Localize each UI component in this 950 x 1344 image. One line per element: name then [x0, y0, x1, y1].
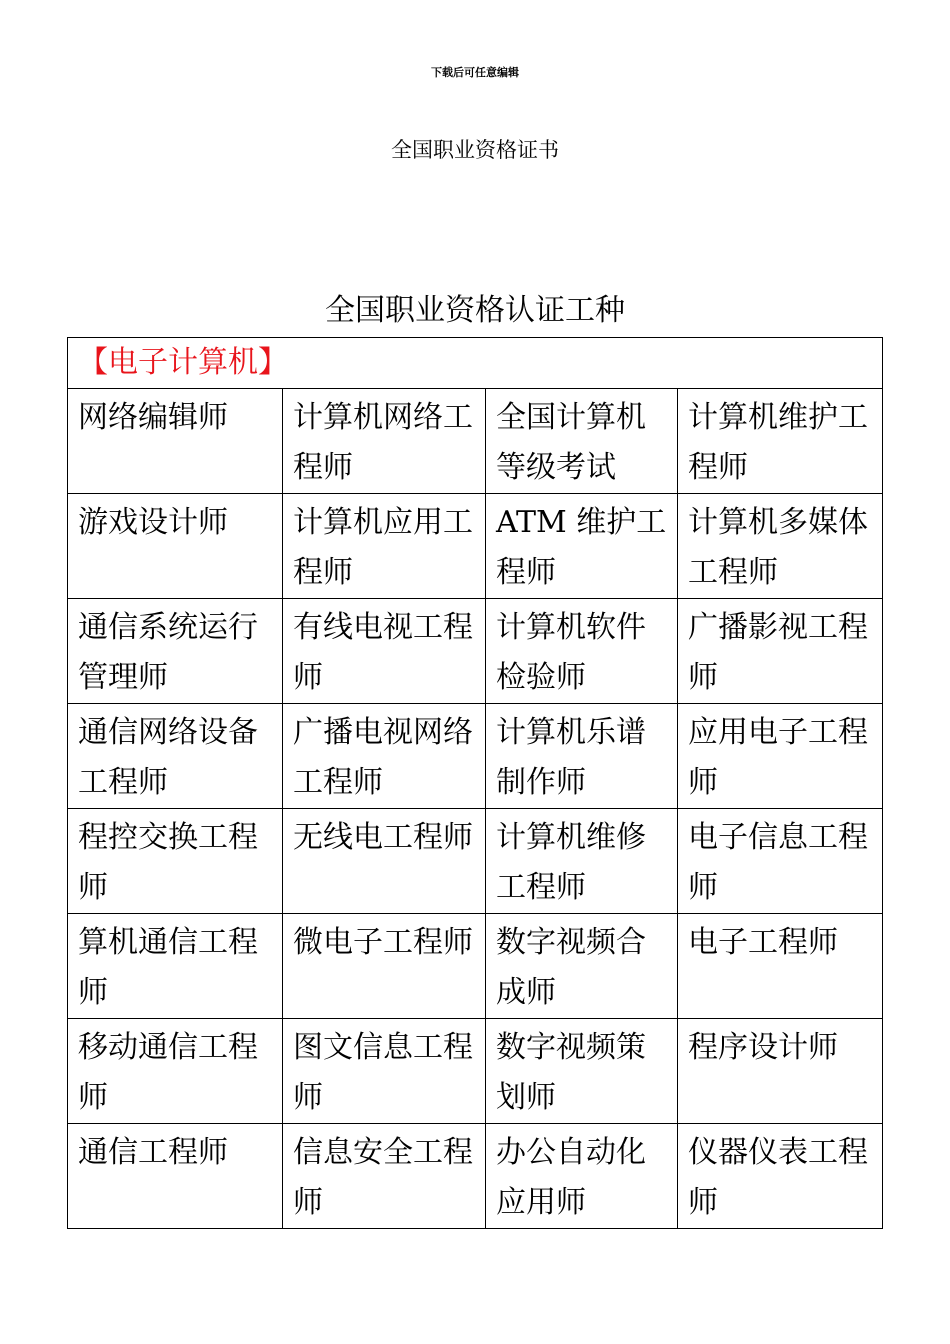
- table-cell: 计算机软件检验师: [486, 599, 678, 704]
- table-cell: 计算机维护工程师: [678, 389, 883, 494]
- table-cell: 计算机乐谱制作师: [486, 704, 678, 809]
- table-cell: 仪器仪表工程师: [678, 1124, 883, 1229]
- table-row: [68, 914, 883, 1019]
- table-cell: 广播影视工程师: [678, 599, 883, 704]
- table-cell: 网络编辑师: [68, 389, 283, 494]
- table-cell: 图文信息工程师: [283, 1019, 486, 1124]
- table-cell: ATM 维护工程师: [486, 494, 678, 599]
- category-row: [68, 338, 883, 389]
- table-cell: 数字视频合成师: [486, 914, 678, 1019]
- table-cell: 程控交换工程师: [68, 809, 283, 914]
- table-row: [68, 599, 883, 704]
- table-cell: 游戏设计师: [68, 494, 283, 599]
- table-cell: 移动通信工程师: [68, 1019, 283, 1124]
- table-cell: 信息安全工程师: [283, 1124, 486, 1229]
- category-label: 【电子计算机】: [68, 338, 883, 389]
- table-cell: 计算机多媒体工程师: [678, 494, 883, 599]
- table-cell: 有线电视工程师: [283, 599, 486, 704]
- table-cell: 办公自动化应用师: [486, 1124, 678, 1229]
- table-cell: 计算机应用工程师: [283, 494, 486, 599]
- document-title: 全国职业资格证书: [391, 138, 559, 162]
- table-cell: 通信系统运行管理师: [68, 599, 283, 704]
- table-cell: 无线电工程师: [283, 809, 486, 914]
- table-row: [68, 1124, 883, 1229]
- certification-table: [67, 337, 883, 1229]
- table-cell: 电子信息工程师: [678, 809, 883, 914]
- table-row: [68, 1019, 883, 1124]
- table-cell: 广播电视网络工程师: [283, 704, 486, 809]
- table-cell: 全国计算机等级考试: [486, 389, 678, 494]
- table-cell: 微电子工程师: [283, 914, 486, 1019]
- table-cell: 数字视频策划师: [486, 1019, 678, 1124]
- table-row: [68, 704, 883, 809]
- table-row: [68, 809, 883, 914]
- table-cell: 通信网络设备工程师: [68, 704, 283, 809]
- header-note: 下载后可任意编辑: [431, 66, 519, 79]
- table-cell: 应用电子工程师: [678, 704, 883, 809]
- table-cell: 计算机维修工程师: [486, 809, 678, 914]
- table-row: [68, 494, 883, 599]
- section-title: 全国职业资格认证工种: [325, 293, 625, 328]
- table-row: [68, 389, 883, 494]
- table-cell: 电子工程师: [678, 914, 883, 1019]
- table-cell: 计算机网络工程师: [283, 389, 486, 494]
- table-cell: 程序设计师: [678, 1019, 883, 1124]
- table-cell: 算机通信工程师: [68, 914, 283, 1019]
- table-cell: 通信工程师: [68, 1124, 283, 1229]
